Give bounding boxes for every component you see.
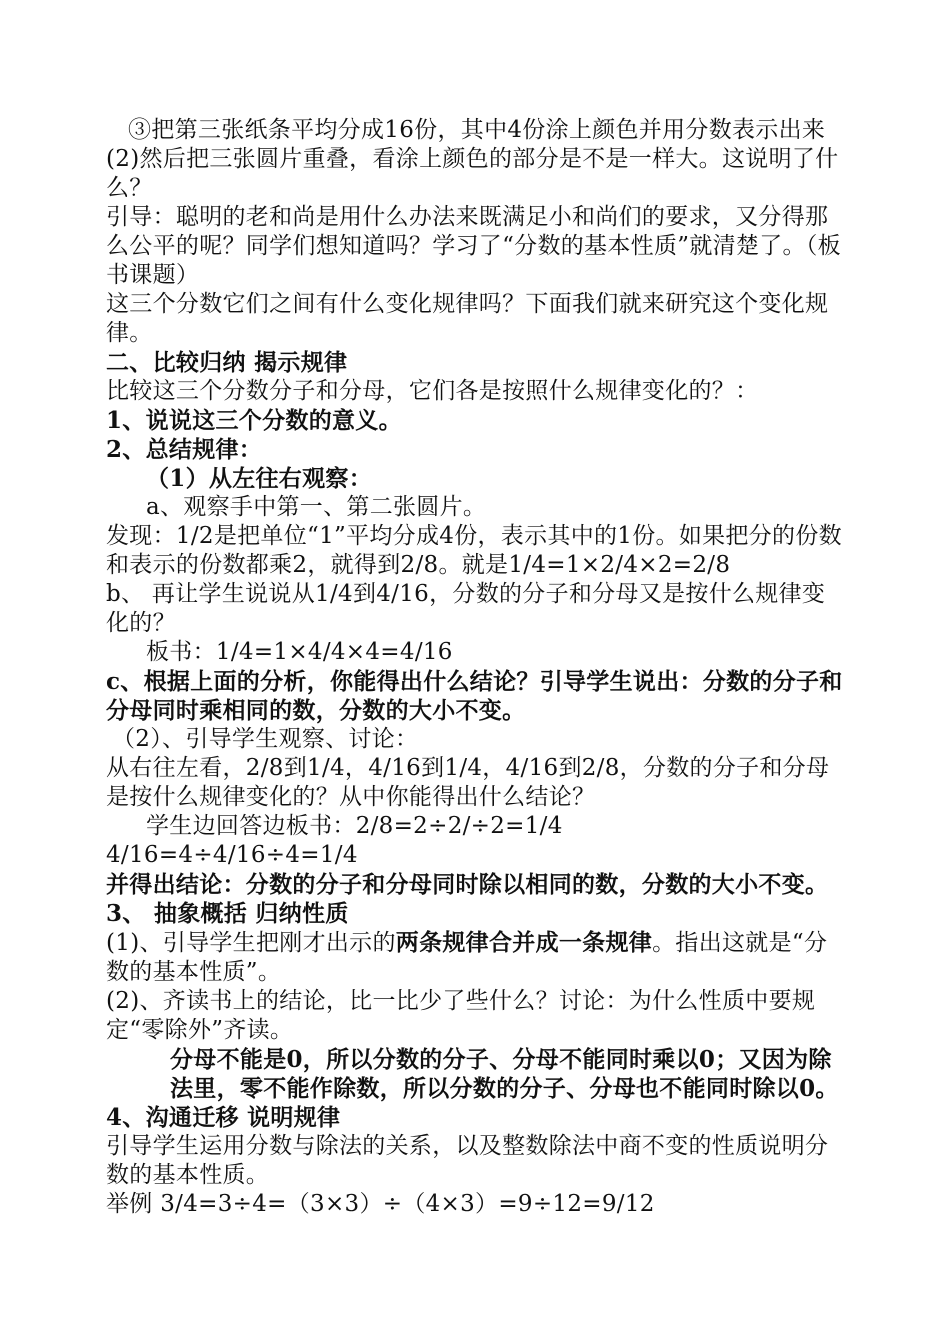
paragraph-group-1 — [106, 116, 848, 928]
paragraph: 二、比较归纳 揭示规律 — [106, 349, 348, 376]
mixed-part-3: 。指出这就是“分数的基本性质”。 — [106, 930, 828, 985]
paragraph: 学生边回答边板书：2/8=2÷2/÷2=1/4 — [146, 813, 563, 839]
document-body — [106, 116, 848, 1219]
paragraph-group-2 — [106, 987, 848, 1219]
paragraph: 比较这三个分数分子和分母，它们各是按照什么规律变化的？： — [106, 378, 759, 404]
paragraph: 板书：1/4=1×4/4×4=4/16 — [146, 639, 453, 665]
paragraph: a、观察手中第一、第二张圆片。 — [146, 494, 487, 520]
paragraph: (2)、齐读书上的结论，比一比少了些什么？讨论：为什么性质中要规定“零除外”齐读。 — [106, 988, 816, 1043]
paragraph: 2、总结规律： — [106, 436, 263, 463]
paragraph: c、根据上面的分析，你能得出什么结论？引导学生说出：分数的分子和分母同时乘相同的数，分数的大小不变。 — [106, 668, 843, 724]
paragraph: 引导：聪明的老和尚是用什么办法来既满足小和尚们的要求，又分得那么公平的呢？同学们想知道吗？学习了“分数的基本性质”就清楚了。（板书课题） — [106, 204, 841, 288]
paragraph: 1、说说这三个分数的意义。 — [106, 407, 402, 434]
mixed-paragraph — [106, 928, 848, 987]
paragraph: (2)然后把三张圆片重叠，看涂上颜色的部分是不是一样大。这说明了什么？ — [106, 146, 839, 201]
paragraph: 举例 3/4=3÷4=（3×3）÷（4×3）=9÷12=9/12 — [106, 1191, 655, 1217]
paragraph: （2）、引导学生观察、讨论： — [112, 726, 419, 752]
paragraph: 引导学生运用分数与除法的关系，以及整数除法中商不变的性质说明分数的基本性质。 — [106, 1133, 829, 1188]
paragraph: 从右往左看，2/8到1/4，4/16到1/4，4/16到2/8，分数的分子和分母是按什么规律变化的？从中你能得出什么结论？ — [106, 755, 830, 810]
paragraph: ③把第三张纸条平均分成16份，其中4份涂上颜色并用分数表示出来 — [128, 117, 826, 143]
paragraph: 4/16=4÷4/16÷4=1/4 — [106, 842, 358, 868]
paragraph: b、 再让学生说说从1/4到4/16，分数的分子和分母又是按什么规律变化的？ — [106, 581, 826, 636]
mixed-part-1: (1)、引导学生把刚才出示的 — [106, 930, 396, 956]
paragraph: 发现：1/2是把单位“1”平均分成4份，表示其中的1份。如果把分的份数和表示的份数都乘2，就得到2/8。就是1/4=1×2/4×2=2/8 — [106, 523, 842, 578]
paragraph: 并得出结论：分数的分子和分母同时除以相同的数，分数的大小不变。 — [106, 871, 829, 898]
paragraph: 3、 抽象概括 归纳性质 — [106, 900, 349, 927]
paragraph: 这三个分数它们之间有什么变化规律吗？下面我们就来研究这个变化规律。 — [106, 291, 829, 346]
paragraph: 分母不能是0，所以分数的分子、分母不能同时乘以0；又因为除法里，零不能作除数，所以分数的分子、分母也不能同时除以0。 — [170, 1046, 839, 1102]
paragraph: 4、沟通迁移 说明规律 — [106, 1104, 341, 1131]
paragraph: （1）从左往右观察： — [146, 465, 373, 492]
mixed-part-2-bold: 两条规律合并成一条规律 — [395, 929, 653, 956]
